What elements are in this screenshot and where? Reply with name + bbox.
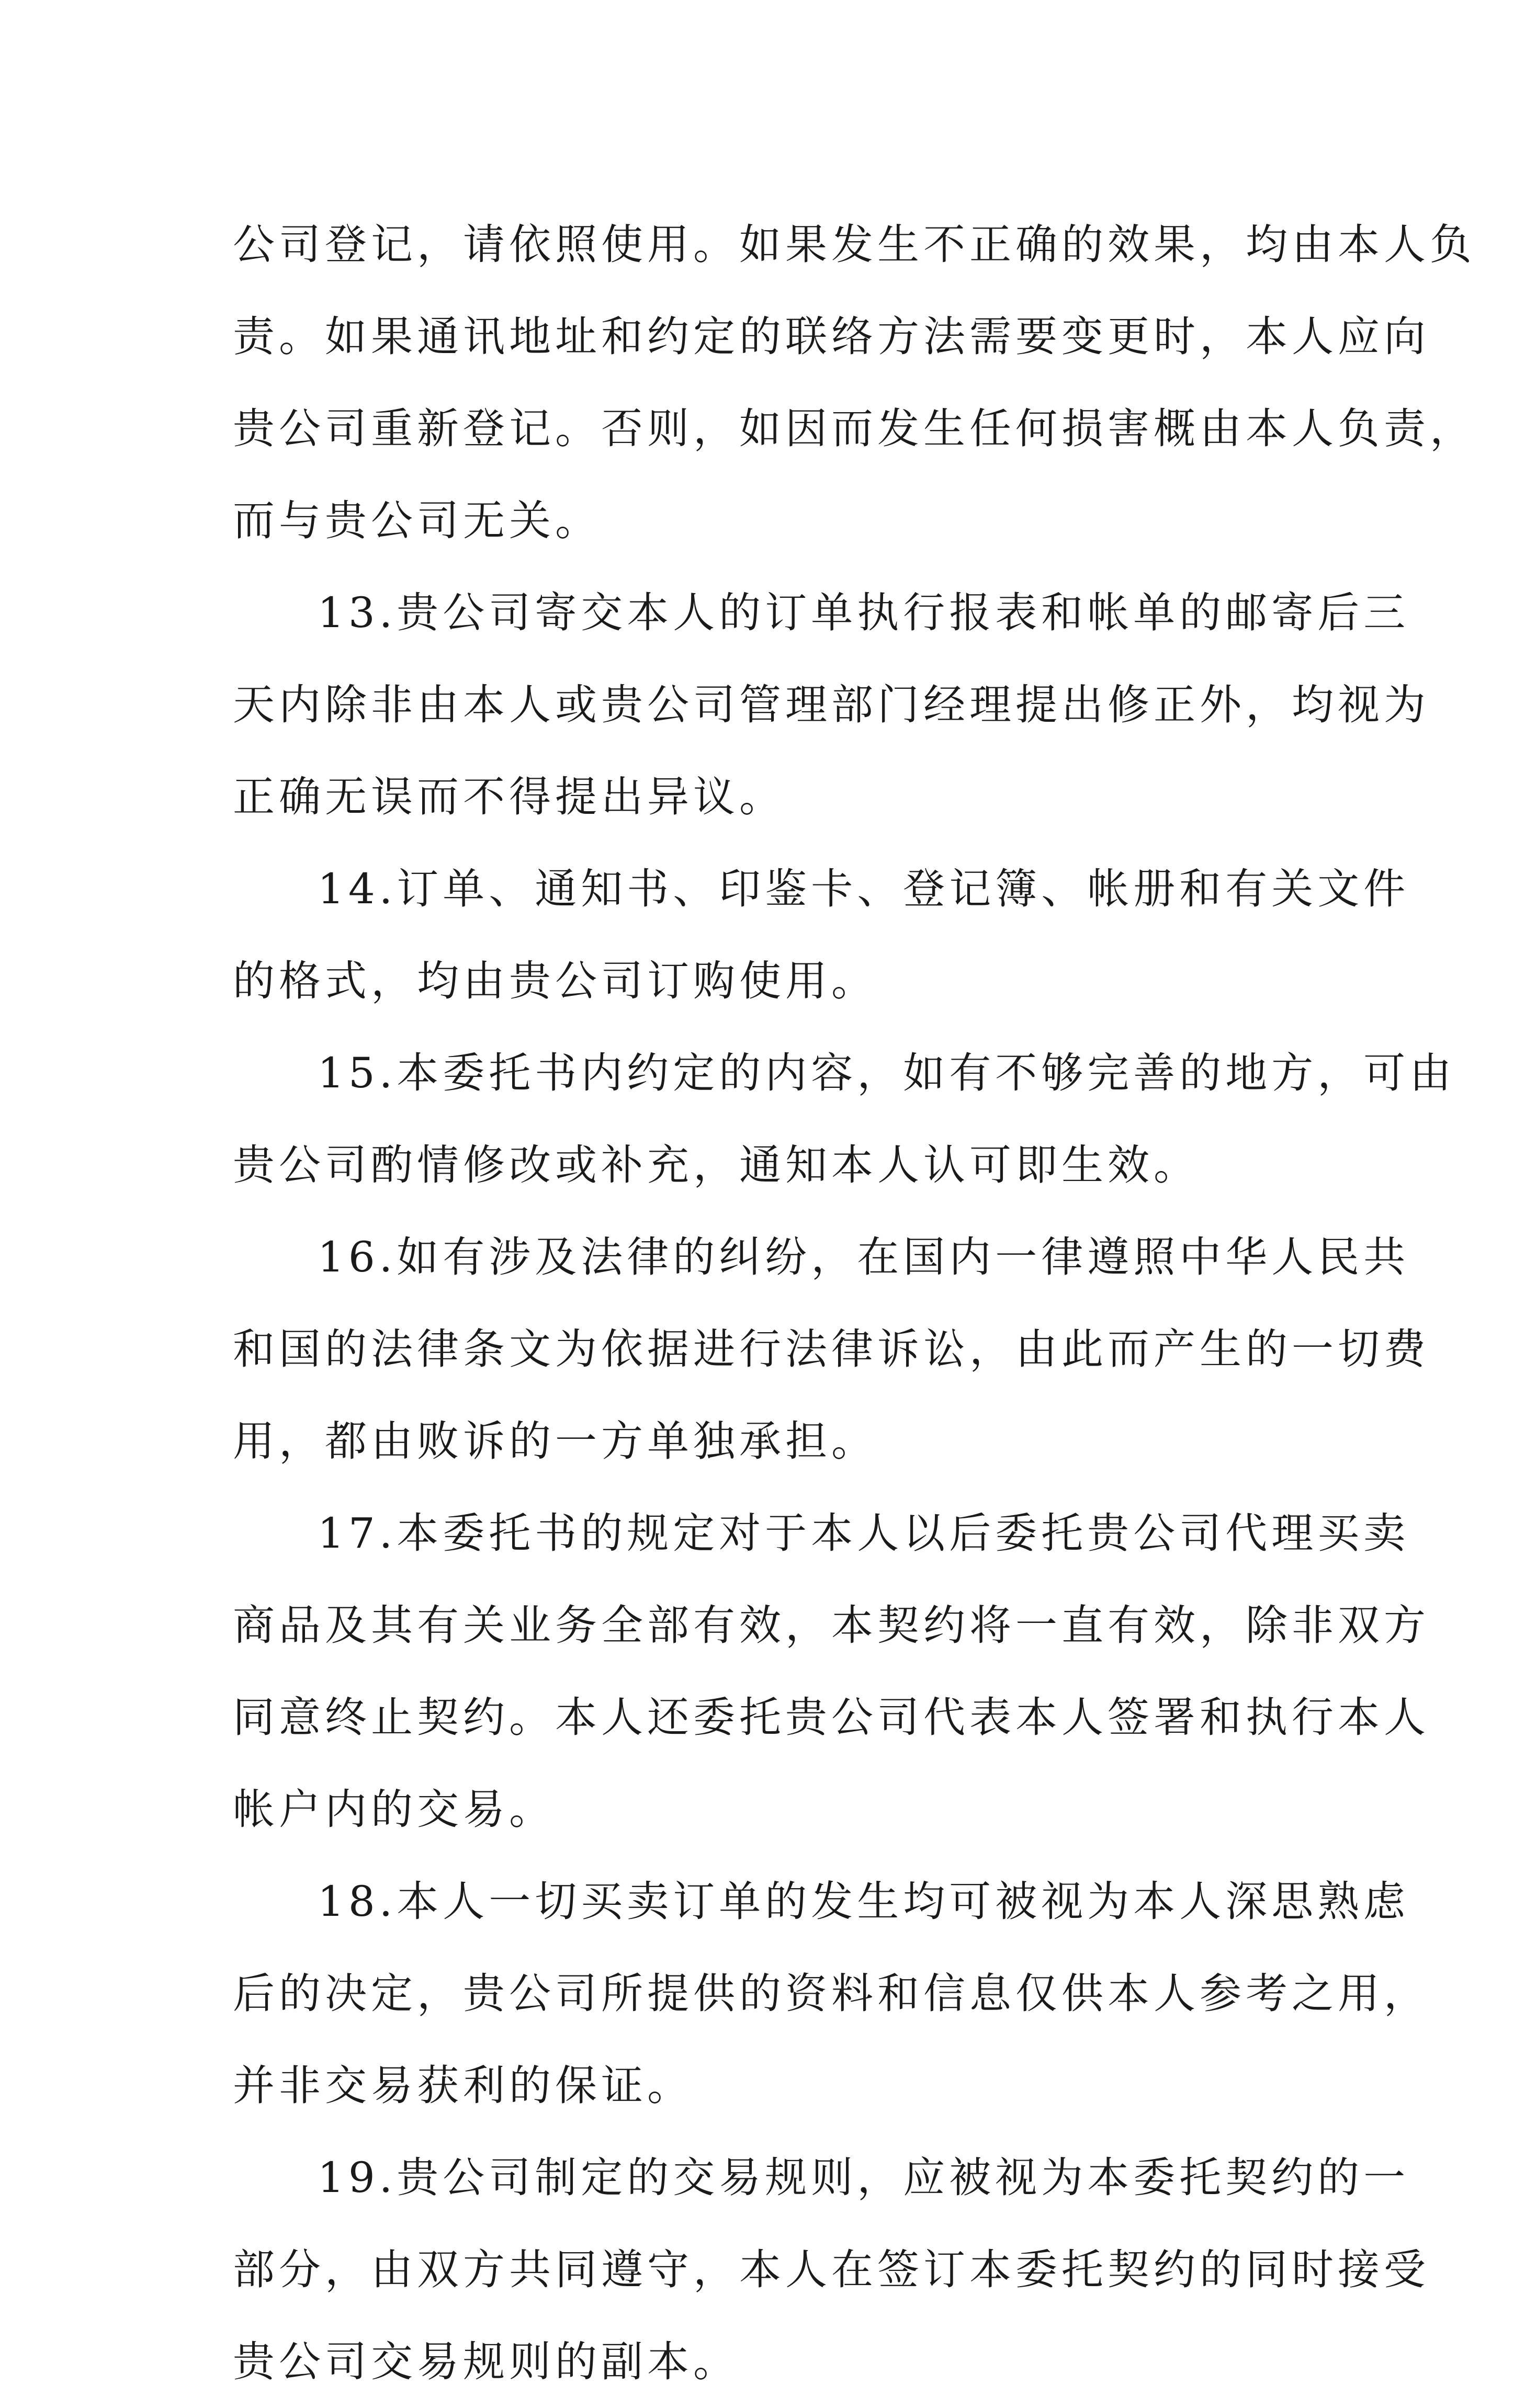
clause-13-line: 13.贵公司寄交本人的订单执行报表和帐单的邮寄后三 [318,588,1410,637]
text-line: 贵公司重新登记。否则，如因而发生任何损害概由本人负责， [233,404,1476,453]
clause-18-line: 后的决定，贵公司所提供的资料和信息仅供本人参考之用， [233,1969,1430,2018]
clause-16-line: 16.如有涉及法律的纠纷，在国内一律遵照中华人民共 [318,1233,1410,1281]
clause-13-line: 正确无误而不得提出异议。 [233,773,785,821]
clause-16-line: 用，都由败诉的一方单独承担。 [233,1417,877,1466]
clause-18-line: 18.本人一切买卖订单的发生均可被视为本人深思熟虑 [318,1877,1410,1926]
clause-15-line: 贵公司酌情修改或补充，通知本人认可即生效。 [233,1141,1200,1189]
clause-17-line: 17.本委托书的规定对于本人以后委托贵公司代理买卖 [318,1509,1410,1558]
clause-17-line: 同意终止契约。本人还委托贵公司代表本人签署和执行本人 [233,1693,1430,1742]
clause-19-line: 19.贵公司制定的交易规则，应被视为本委托契约的一 [318,2153,1410,2202]
clause-15-line: 15.本委托书内约定的内容，如有不够完善的地方，可由 [318,1049,1456,1097]
clause-13-line: 天内除非由本人或贵公司管理部门经理提出修正外，均视为 [233,680,1430,729]
text-line: 公司登记，请依照使用。如果发生不正确的效果，均由本人负 [233,220,1476,269]
document-body [233,199,1476,2408]
clause-19-line: 部分，由双方共同遵守，本人在签订本委托契约的同时接受 [233,2245,1430,2294]
clause-18-line: 并非交易获利的保证。 [233,2061,693,2110]
clause-14-line: 的格式，均由贵公司订购使用。 [233,957,877,1005]
clause-16-line: 和国的法律条文为依据进行法律诉讼，由此而产生的一切费 [233,1325,1430,1373]
clause-14-line: 14.订单、通知书、印鉴卡、登记簿、帐册和有关文件 [318,865,1410,913]
clause-19-line: 贵公司交易规则的副本。 [233,2337,739,2386]
clause-17-line: 帐户内的交易。 [233,1785,555,1834]
text-line: 而与贵公司无关。 [233,496,601,545]
text-line: 责。如果通讯地址和约定的联络方法需要变更时，本人应向 [233,312,1430,361]
clause-17-line: 商品及其有关业务全部有效，本契约将一直有效，除非双方 [233,1601,1430,1650]
